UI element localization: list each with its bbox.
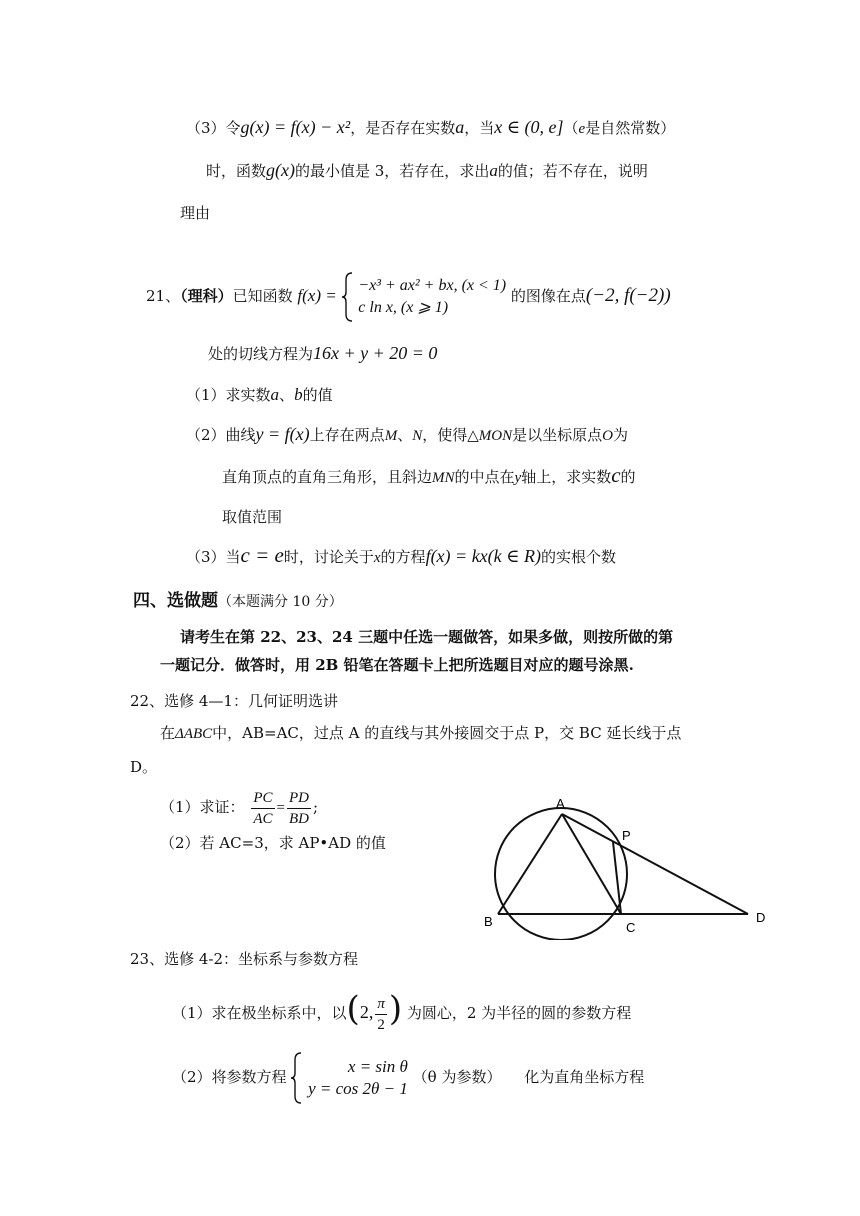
q21-function-name: f(x) = [297,286,337,305]
q21-tangent-equation: 16x + y + 20 = 0 [313,343,438,363]
q23-parametric-system: x = sin θ y = cos 2θ − 1 [308,1057,408,1098]
x-range: x ∈ (0, e] [494,117,564,137]
segment-ab [498,814,562,914]
q20-part3-line2: 时，函数g(x)的最小值是 3，若存在，求出a的值；若不存在，说明 [206,160,648,180]
q22-part2: （2）若 AC=3，求 AP•AD 的值 [160,834,386,852]
q22-stem-line1: 在ΔABC中，AB=AC，过点 A 的直线与其外接圆交于点 P，交 BC 延长线于点 [160,724,682,742]
q22-stem-line2: D。 [130,758,158,776]
section-four-instruction-line1: 请考生在第 22、23、24 三题中任选一题做答，如果多做，则按所做的第 [180,628,674,646]
label-c: C [626,920,636,935]
q20-part3-line3: 理由 [180,204,211,222]
q22-geometry-figure [480,790,780,940]
left-brace-icon [342,272,354,322]
q22-part1: （1）求证： $\frac{PC}{AC}$ = $\frac{PD}{BD}$ ; [160,789,319,827]
fraction-pd-bd: $\frac{PD}{BD}$ [288,789,309,827]
section-four-heading: 四、选做题（本题满分 10 分） [133,591,343,611]
g-definition: g(x) = f(x) − x² [240,117,351,137]
q21-stem-line2: 处的切线方程为16x + y + 20 = 0 [208,343,438,363]
q23-part1: （1）求在极坐标系中，以(2, $\frac{\pi}{2}$ ) 为圆心，2 为半径的圆的参数方程 [172,989,632,1033]
fraction-pc-ac: $\frac{PC}{AC}$ [253,789,273,827]
label-a: A [556,796,565,811]
left-brace-icon [291,1052,303,1104]
section-four-title: 四、选做题 [133,591,218,611]
fraction-pi-over-2: $\frac{\pi}{2}$ [377,995,385,1033]
q21-stem-line1: 21、（理科）已知函数 f(x) = −x³ + ax² + bx, (x < 1) c ln x, (x ⩾ 1) 的图像在点(−2, f(−2)) [146,268,671,324]
q20-part3-line1: （3）令g(x) = f(x) − x²，是否存在实数a，当x ∈ (0, e]（e是自然常数） [186,117,676,137]
q23-title: 23、选修 4-2：坐标系与参数方程 [130,950,359,968]
q21-part2-line3: 取值范围 [222,508,283,526]
q23-part2: （2）将参数方程 x = sin θ y = cos 2θ − 1 （θ 为参数） 化为直角坐标方程 [172,1050,644,1104]
q22-title: 22、选修 4—1：几何证明选讲 [130,692,338,710]
section-four-instruction-line2: 一题记分．做答时，用 2B 铅笔在答题卡上把所选题目对应的题号涂黑. [160,656,634,674]
label-p: P [622,828,631,843]
label-d: D [756,910,766,925]
circumcircle [495,808,627,940]
q21-part3: （3）当c = e时，讨论关于x的方程f(x) = kx(k ∈ R)的实根个数 [186,543,616,567]
label-b: B [484,914,493,929]
q21-point: (−2, f(−2)) [585,285,671,306]
q21-piecewise: −x³ + ax² + bx, (x < 1) c ln x, (x ⩾ 1) [358,277,507,316]
q21-part1: （1）求实数a、b的值 [186,385,333,404]
q21-part2-line2: 直角顶点的直角三角形，且斜边MN的中点在y轴上，求实数c的 [222,463,636,487]
q21-part2-line1: （2）曲线y = f(x)上存在两点M、N，使得△MON是以坐标原点O为 [186,424,628,444]
q21-tag: （理科） [180,287,233,305]
segment-ad [562,814,748,914]
